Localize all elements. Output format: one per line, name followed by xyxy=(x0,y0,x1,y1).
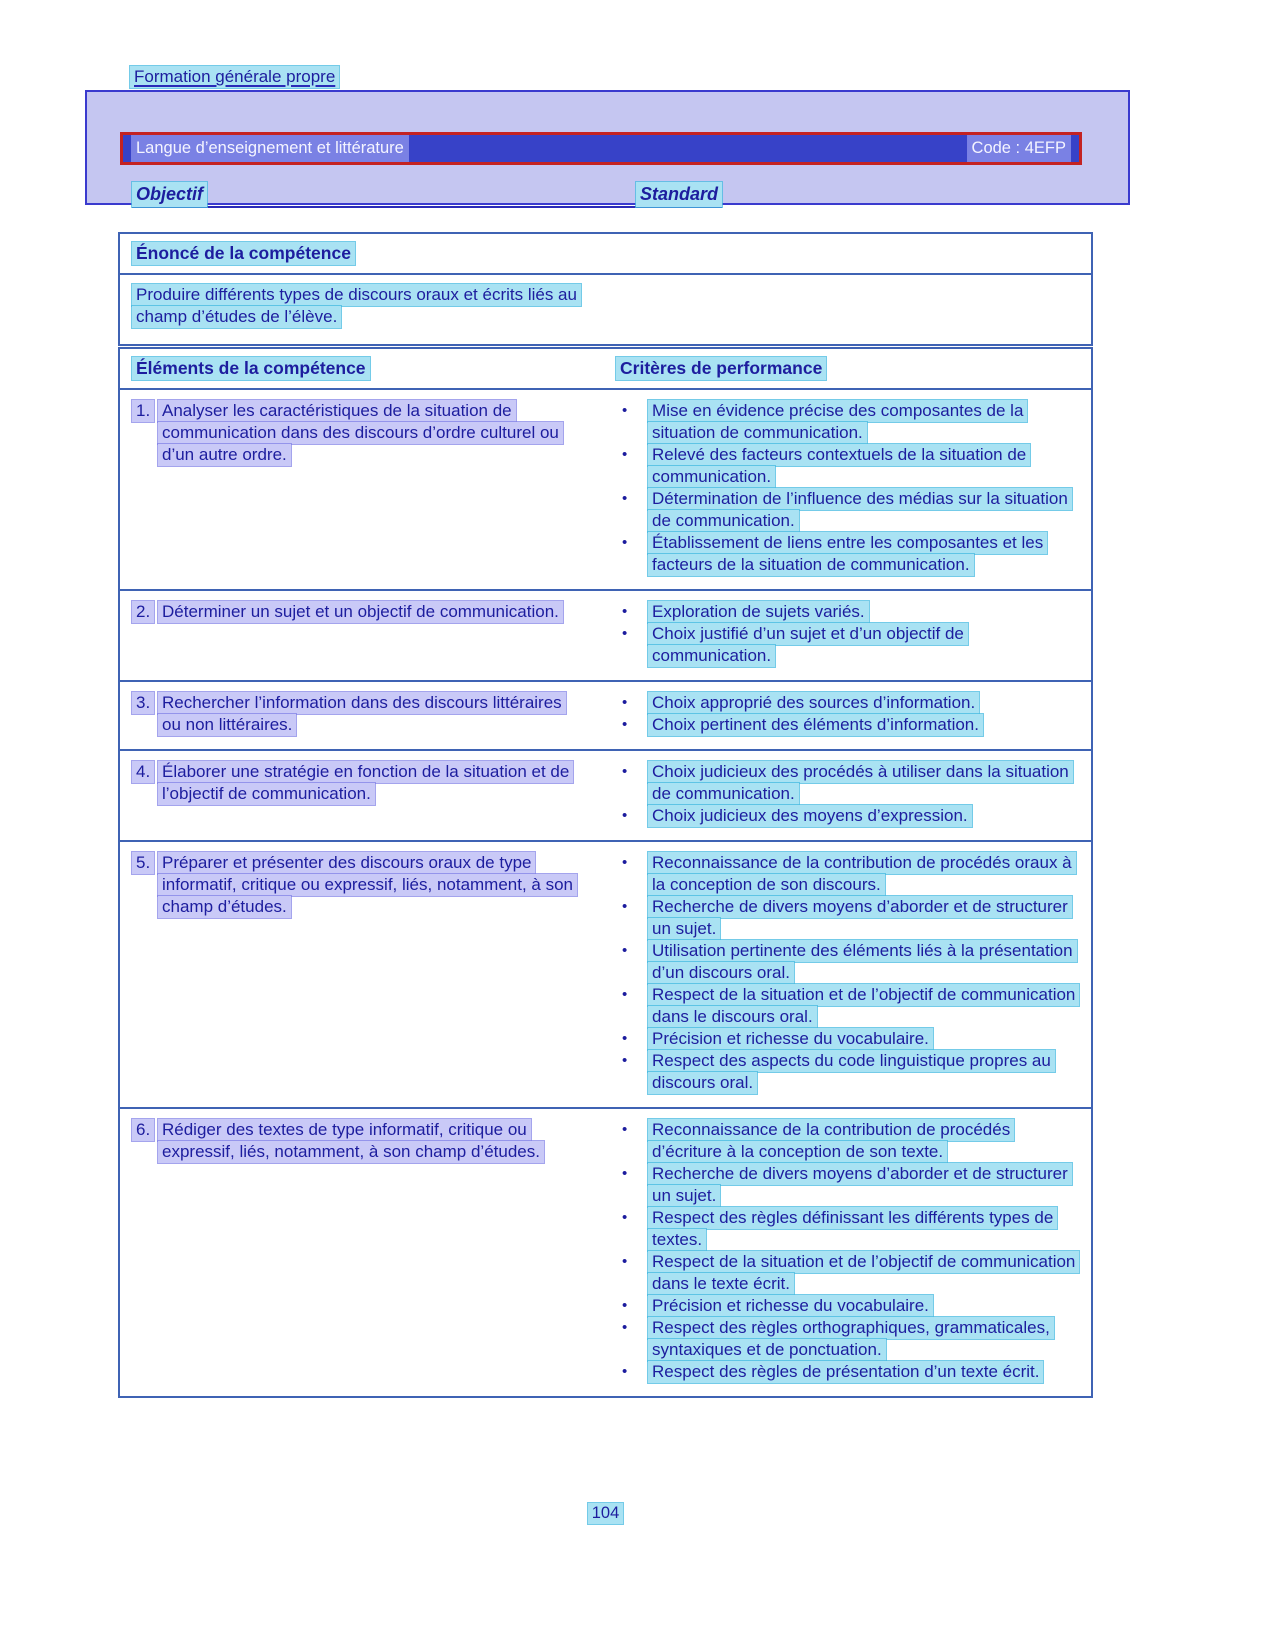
criteria-cell xyxy=(600,1109,1091,1396)
criterion-item xyxy=(616,532,1079,576)
criterion-text-wrap xyxy=(648,532,1079,576)
criterion-item xyxy=(616,852,1079,896)
criterion-text: Établissement de liens entre les composantes et les facteurs de la situation de communication. xyxy=(648,532,1047,576)
criterion-item xyxy=(616,761,1079,805)
criterion-text: Précision et richesse du vocabulaire. xyxy=(648,1295,933,1317)
criterion-text: Reconnaissance de la contribution de procédés oraux à la conception de son discours. xyxy=(648,852,1076,896)
element-number-text: 3. xyxy=(132,692,154,714)
criterion-item xyxy=(616,601,1079,623)
element-number xyxy=(132,601,158,623)
element-text: Rédiger des textes de type informatif, critique ou expressif, liés, notamment, à son champ d’études. xyxy=(158,1119,544,1163)
criterion-item xyxy=(616,984,1079,1028)
bullet-icon: • xyxy=(622,1030,628,1047)
element-number xyxy=(132,692,158,714)
element-number-text: 1. xyxy=(132,400,154,422)
element-text-wrap xyxy=(158,1119,584,1163)
criterion-text-wrap xyxy=(648,852,1079,896)
criterion-item xyxy=(616,805,1079,827)
criterion-item xyxy=(616,1361,1079,1383)
criterion-text-wrap xyxy=(648,984,1079,1028)
criterion-text: Reconnaissance de la contribution de procédés d’écriture à la conception de son texte. xyxy=(648,1119,1014,1163)
element-text-wrap xyxy=(158,601,584,623)
element-number xyxy=(132,852,158,874)
section-title: Formation générale propre xyxy=(130,66,339,88)
criterion-text-wrap xyxy=(648,444,1079,488)
element-item xyxy=(132,400,584,466)
element-text-wrap xyxy=(158,852,584,918)
criterion-text: Respect des règles de présentation d’un texte écrit. xyxy=(648,1361,1043,1383)
criterion-item xyxy=(616,1050,1079,1094)
bullet-icon: • xyxy=(622,1253,628,1270)
enonce-table xyxy=(118,232,1093,346)
criteria-cell xyxy=(600,751,1091,840)
criterion-item xyxy=(616,1317,1079,1361)
bullet-icon: • xyxy=(622,490,628,507)
criteria-cell xyxy=(600,591,1091,680)
element-text: Déterminer un sujet et un objectif de communication. xyxy=(158,601,563,623)
criterion-text: Choix judicieux des procédés à utiliser dans la situation de communication. xyxy=(648,761,1073,805)
objectif-header: Objectif xyxy=(132,182,207,207)
criteria-cell xyxy=(600,390,1091,589)
table-row xyxy=(120,842,1091,1109)
criterion-text: Respect des règles définissant les différents types de textes. xyxy=(648,1207,1057,1251)
bullet-icon: • xyxy=(622,1319,628,1336)
element-cell xyxy=(120,682,600,749)
document-header xyxy=(130,66,339,88)
criterion-text: Exploration de sujets variés. xyxy=(648,601,869,623)
element-text-wrap xyxy=(158,761,584,805)
criteria-cell xyxy=(600,842,1091,1107)
criterion-item xyxy=(616,940,1079,984)
table-row xyxy=(120,682,1091,751)
element-text: Rechercher l’information dans des discours littéraires ou non littéraires. xyxy=(158,692,566,736)
element-item xyxy=(132,761,584,805)
criterion-text-wrap xyxy=(648,896,1079,940)
criteres-header-cell xyxy=(600,349,1091,388)
criterion-text: Choix approprié des sources d’information. xyxy=(648,692,979,714)
bullet-icon: • xyxy=(622,898,628,915)
element-text-wrap xyxy=(158,400,584,466)
bullet-icon: • xyxy=(622,694,628,711)
criteres-header: Critères de performance xyxy=(616,357,826,380)
criterion-text: Choix pertinent des éléments d’information. xyxy=(648,714,983,736)
bullet-icon: • xyxy=(622,534,628,551)
criterion-text: Détermination de l’influence des médias sur la situation de communication. xyxy=(648,488,1072,532)
criterion-item xyxy=(616,692,1079,714)
bullet-icon: • xyxy=(622,986,628,1003)
element-number xyxy=(132,1119,158,1141)
course-title-bar xyxy=(120,132,1082,165)
competence-table-header xyxy=(120,349,1091,390)
bullet-icon: • xyxy=(622,807,628,824)
bullet-icon: • xyxy=(622,446,628,463)
criterion-text: Choix judicieux des moyens d’expression. xyxy=(648,805,972,827)
criterion-item xyxy=(616,488,1079,532)
element-text-wrap xyxy=(158,692,584,736)
bullet-icon: • xyxy=(622,603,628,620)
element-text: Préparer et présenter des discours oraux de type informatif, critique ou expressif, liés, notamment, à son champ d’études. xyxy=(158,852,577,918)
element-item xyxy=(132,601,584,623)
element-number-text: 4. xyxy=(132,761,154,783)
criterion-text: Utilisation pertinente des éléments liés à la présentation d’un discours oral. xyxy=(648,940,1077,984)
bullet-icon: • xyxy=(622,625,628,642)
enonce-body-text: Produire différents types de discours oraux et écrits liés au champ d’études de l’élève. xyxy=(132,284,581,328)
competence-table-body xyxy=(120,390,1091,1396)
page-number: 104 xyxy=(588,1503,624,1524)
bullet-icon: • xyxy=(622,1209,628,1226)
element-number xyxy=(132,400,158,422)
course-title-bar-inner xyxy=(123,135,1079,162)
bullet-icon: • xyxy=(622,763,628,780)
criterion-item xyxy=(616,1207,1079,1251)
criterion-text: Respect des règles orthographiques, grammaticales, syntaxiques et de ponctuation. xyxy=(648,1317,1054,1361)
criterion-text-wrap xyxy=(648,1119,1079,1163)
element-item xyxy=(132,852,584,918)
table-row xyxy=(120,751,1091,842)
criterion-item xyxy=(616,1028,1079,1050)
elements-header-cell xyxy=(120,349,600,388)
bullet-icon: • xyxy=(622,1165,628,1182)
criterion-text-wrap xyxy=(648,601,1079,623)
criterion-text-wrap xyxy=(648,1295,1079,1317)
criterion-text-wrap xyxy=(648,1207,1079,1251)
criterion-text-wrap xyxy=(648,940,1079,984)
element-text: Élaborer une stratégie en fonction de la situation et de l’objectif de communication. xyxy=(158,761,573,805)
bullet-icon: • xyxy=(622,1121,628,1138)
criterion-item xyxy=(616,896,1079,940)
criterion-text: Relevé des facteurs contextuels de la situation de communication. xyxy=(648,444,1030,488)
enonce-body-row xyxy=(120,275,1091,344)
criterion-text: Précision et richesse du vocabulaire. xyxy=(648,1028,933,1050)
criterion-text-wrap xyxy=(648,623,1079,667)
course-title: Langue d’enseignement et littérature xyxy=(132,136,408,161)
criterion-text: Recherche de divers moyens d’aborder et de structurer un sujet. xyxy=(648,896,1072,940)
page-number-container xyxy=(118,1502,1093,1524)
course-code: Code : 4EFP xyxy=(968,136,1070,161)
element-item xyxy=(132,1119,584,1163)
title-box xyxy=(85,90,1130,205)
criterion-item xyxy=(616,623,1079,667)
criterion-text: Recherche de divers moyens d’aborder et de structurer un sujet. xyxy=(648,1163,1072,1207)
criterion-item xyxy=(616,400,1079,444)
criterion-text: Respect de la situation et de l’objectif de communication dans le discours oral. xyxy=(648,984,1079,1028)
bullet-icon: • xyxy=(622,942,628,959)
standard-header: Standard xyxy=(636,182,722,207)
element-cell xyxy=(120,842,600,1107)
table-row xyxy=(120,1109,1091,1396)
criterion-text-wrap xyxy=(648,761,1079,805)
element-number xyxy=(132,761,158,783)
criterion-item xyxy=(616,1163,1079,1207)
criterion-item xyxy=(616,444,1079,488)
criterion-item xyxy=(616,1251,1079,1295)
criterion-item xyxy=(616,1119,1079,1163)
element-cell xyxy=(120,390,600,589)
element-number-text: 2. xyxy=(132,601,154,623)
element-text: Analyser les caractéristiques de la situation de communication dans des discours d’ordre culturel ou d’un autre ordre. xyxy=(158,400,563,466)
criterion-item xyxy=(616,714,1079,736)
criterion-text: Respect des aspects du code linguistique propres au discours oral. xyxy=(648,1050,1055,1094)
criteria-cell xyxy=(600,682,1091,749)
enonce-header: Énoncé de la compétence xyxy=(132,242,355,265)
criterion-text-wrap xyxy=(648,692,1079,714)
table-row xyxy=(120,390,1091,591)
element-number-text: 5. xyxy=(132,852,154,874)
criterion-text: Respect de la situation et de l’objectif de communication dans le texte écrit. xyxy=(648,1251,1079,1295)
criterion-text-wrap xyxy=(648,1317,1079,1361)
bullet-icon: • xyxy=(622,402,628,419)
criterion-item xyxy=(616,1295,1079,1317)
bullet-icon: • xyxy=(622,1052,628,1069)
bullet-icon: • xyxy=(622,1363,628,1380)
table-row xyxy=(120,591,1091,682)
criterion-text: Mise en évidence précise des composantes de la situation de communication. xyxy=(648,400,1027,444)
criterion-text: Choix justifié d’un sujet et d’un objectif de communication. xyxy=(648,623,968,667)
bullet-icon: • xyxy=(622,716,628,733)
element-cell xyxy=(120,751,600,840)
criterion-text-wrap xyxy=(648,1163,1079,1207)
criterion-text-wrap xyxy=(648,805,1079,827)
element-cell xyxy=(120,1109,600,1396)
element-cell xyxy=(120,591,600,680)
criterion-text-wrap xyxy=(648,400,1079,444)
criterion-text-wrap xyxy=(648,1361,1079,1383)
criterion-text-wrap xyxy=(648,1050,1079,1094)
enonce-header-row xyxy=(120,234,1091,275)
competence-table xyxy=(118,347,1093,1398)
criterion-text-wrap xyxy=(648,488,1079,532)
elements-header: Éléments de la compétence xyxy=(132,357,370,380)
bullet-icon: • xyxy=(622,854,628,871)
element-number-text: 6. xyxy=(132,1119,154,1141)
element-item xyxy=(132,692,584,736)
criterion-text-wrap xyxy=(648,1251,1079,1295)
bullet-icon: • xyxy=(622,1297,628,1314)
criterion-text-wrap xyxy=(648,714,1079,736)
objectif-standard-headers xyxy=(132,182,722,208)
criterion-text-wrap xyxy=(648,1028,1079,1050)
